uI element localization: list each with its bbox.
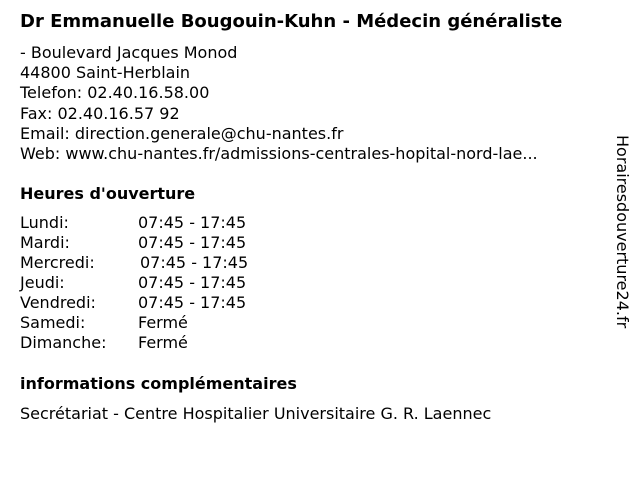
day-label: Mercredi: (20, 253, 95, 272)
web-label: Web: (20, 143, 66, 163)
hours-row-thursday (20, 273, 320, 293)
day-label: Jeudi: (20, 273, 65, 292)
web-line (20, 144, 538, 164)
hours-row-monday (20, 213, 320, 233)
website-link[interactable]: www.chu-nantes.fr/admissions-centrales-hopital-nord-lae... (65, 143, 538, 163)
phone-number: Telefon: 02.40.16.58.00 (20, 83, 210, 103)
opening-hours-heading: Heures d'ouverture (20, 184, 196, 203)
additional-info-heading: informations complémentaires (20, 374, 297, 393)
day-label: Mardi: (20, 233, 70, 252)
hours-value: 07:45 - 17:45 (138, 213, 247, 232)
day-label: Dimanche: (20, 333, 107, 352)
hours-row-friday (20, 293, 320, 313)
hours-value: Fermé (138, 313, 188, 332)
opening-hours-table (20, 213, 320, 353)
hours-row-tuesday (20, 233, 320, 253)
hours-value: 07:45 - 17:45 (138, 293, 247, 312)
address-street: - Boulevard Jacques Monod (20, 43, 238, 62)
email-line (20, 124, 538, 144)
day-label: Samedi: (20, 313, 86, 332)
page-title: Dr Emmanuelle Bougouin-Kuhn - Médecin généraliste (20, 11, 563, 32)
hours-value: 07:45 - 17:45 (138, 273, 247, 292)
hours-row-sunday (20, 333, 320, 353)
hours-row-wednesday (20, 253, 320, 273)
watermark (612, 135, 632, 345)
hours-value: Fermé (138, 333, 188, 352)
email-link[interactable]: direction.generale@chu-nantes.fr (74, 123, 344, 143)
address-city: 44800 Saint-Herblain (20, 63, 191, 83)
day-label: Vendredi: (20, 293, 96, 312)
hours-value: 07:45 - 17:45 (140, 253, 249, 272)
hours-row-saturday (20, 313, 320, 333)
day-label: Lundi: (20, 213, 69, 232)
watermark-text: Horairesdouverture24.fr (613, 135, 632, 329)
contact-block (20, 43, 538, 164)
fax-number: Fax: 02.40.16.57 92 (20, 103, 180, 123)
hours-value: 07:45 - 17:45 (138, 233, 247, 252)
additional-info-text: Secrétariat - Centre Hospitalier Universitaire G. R. Laennec (20, 404, 492, 423)
email-label: Email: (20, 123, 75, 143)
